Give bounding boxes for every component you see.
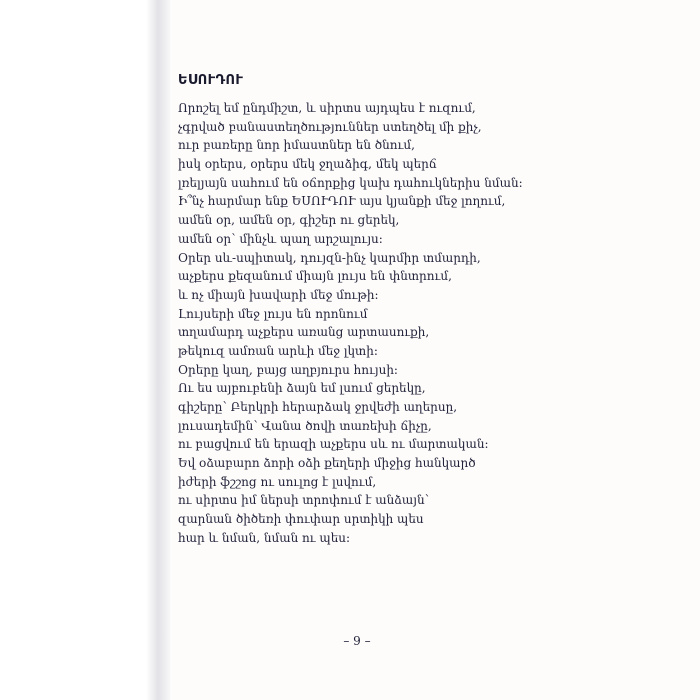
poem-line: չգրված բանաստեղծություններ ստեղծել մի քիչ,: [178, 119, 482, 134]
poem-line: Որոշել եմ ընդմիշտ, և սիրտս այդպես է ուզում,: [178, 101, 476, 115]
poem-line: թեկուզ ամռան արևի մեջ լկտի:: [178, 343, 378, 358]
poem-line: Լույսերի մեջ լույս են որոնում: [178, 306, 368, 321]
poem-line: ուր բառերը նոր իմաստներ են ծնում,: [178, 138, 415, 153]
page-number: – 9 –: [343, 634, 371, 648]
poem-line: Օրեր սև-սպիտակ, դույզն-ինչ կարմիր տմարդի,: [178, 250, 481, 265]
poem-line: ու բացվում են երազի աչքերս սև ու մարտական:: [178, 437, 489, 452]
poem-title: ԵՍՈՒԴՈՒ: [178, 73, 244, 88]
book-spine-shadow: [0, 0, 172, 700]
poem-line: զարնան ծիծեռի փուփար սրտիկի պես: [178, 512, 424, 527]
poem-line: լուսադեմին՝ Վանա ծովի տառեխի ճիչը,: [178, 418, 432, 433]
poem-line: իժերի ֆշշոց ու սուլոց է լսվում,: [178, 474, 377, 489]
poem-line: լռելյայն սահում են օճորքից կախ դահուկներիս նման:: [178, 175, 523, 190]
poem-body: [178, 99, 523, 548]
poem-line: և ոչ միայն խավարի մեջ մութի:: [178, 287, 379, 302]
poem-line: ամեն օր՝ մինչև պաղ արշալույս:: [178, 231, 383, 246]
poem-line: իսկ օրերս, օրերս մեկ ջղաձիգ, մեկ պերճ: [178, 157, 437, 172]
poem-line: Եվ օձաբարո ձորի օձի քեղերի միջից հանկարծ: [178, 456, 476, 471]
poem-line: Ու ես այբուբենի ձայն եմ լսում ցերեկը,: [178, 381, 426, 396]
poem-line: աչքերս քեզանում միայն լույս են փնտրում,: [178, 269, 452, 284]
poem-line: ու սիրտս իմ ներսի տրոփում է անձայն՝: [178, 493, 429, 508]
poem-line: Ի՞նչ հարմար ենք ԵՍՈՒԴՈՒ այս կյանքի մեջ լողում,: [178, 194, 506, 209]
poem-line: Օրերը կաղ, բայց աղբյուրս հույսի:: [178, 362, 398, 377]
poem-line: ամեն օր, ամեն օր, գիշեր ու ցերեկ,: [178, 213, 400, 228]
poem-line: տղամարդ աչքերս առանց արտասուքի,: [178, 325, 430, 340]
poem-line: գիշերը՝ Բերկրի հերարձակ ջրվեժի աղերսը,: [178, 400, 458, 414]
poem-line: հար և նման, նման ու պես:: [178, 530, 351, 545]
